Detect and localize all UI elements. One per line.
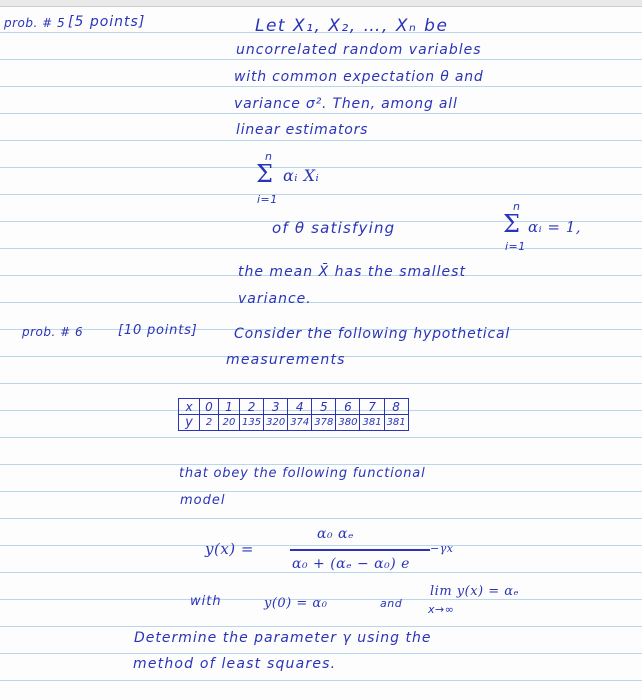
constraint-text: of θ satisfying [272,219,396,237]
prob5-line4: variance σ². Then, among all [234,96,458,112]
table-cell-y: 380 [336,415,360,431]
sum-sigma: Σ [256,160,274,188]
constraint-expression: αᵢ = 1, [528,218,582,236]
table-cell-y: 378 [312,415,336,431]
table-row-x [179,399,409,415]
table-cell-x: 1 [219,399,240,415]
model-denominator: α₀ + (αₑ − α₀) e [292,556,410,572]
table-cell-y: 135 [240,415,264,431]
prob5-label: prob. # 5 [4,16,66,30]
table-header-x: x [179,399,200,415]
constraint-upper-limit: n [513,200,521,213]
prob6-line3: that obey the following functional [179,466,426,481]
prob6-line6: method of least squares. [133,656,337,672]
measurement-table [178,398,409,431]
page-top-bar [0,0,642,7]
table-cell-y: 374 [288,415,312,431]
table-cell-x: 8 [384,399,408,415]
prob5-line1: Let X₁, X₂, …, Xₙ be [255,16,449,36]
with-label: with [190,594,222,609]
prob5-line6: the mean X̄ has the smallest [238,264,466,280]
table-cell-x: 0 [200,399,219,415]
table-header-y: y [179,415,200,431]
table-cell-y: 320 [264,415,288,431]
table-cell-x: 3 [264,399,288,415]
prob5-points: [5 points] [68,14,146,30]
table-row-y [179,415,409,431]
table-cell-y: 381 [360,415,384,431]
model-fraction-bar [290,549,430,551]
model-numerator: α₀ αₑ [317,526,354,542]
table-cell-x: 4 [288,399,312,415]
prob6-line5: Determine the parameter γ using the [134,630,432,646]
table-cell-y: 2 [200,415,219,431]
table-cell-x: 2 [240,399,264,415]
prob6-label: prob. # 6 [22,325,84,339]
condition-limit: lim y(x) = αₑ [430,584,520,599]
condition-y0: y(0) = α₀ [264,596,328,611]
sum-upper-limit: n [265,150,273,163]
prob6-line1: Consider the following hypothetical [234,326,511,342]
prob5-line2: uncorrelated random variables [236,42,482,58]
and-label: and [380,597,403,610]
prob5-line7: variance. [238,291,312,307]
constraint-sigma: Σ [503,210,521,238]
table-cell-x: 5 [312,399,336,415]
table-cell-x: 6 [336,399,360,415]
model-lhs: y(x) = [205,540,254,558]
prob6-line4: model [180,493,226,508]
prob5-line5: linear estimators [236,122,369,138]
table-cell-x: 7 [360,399,384,415]
sum-expression: αᵢ Xᵢ [283,166,320,185]
prob6-line2: measurements [226,352,346,368]
sum-lower-limit: i=1 [257,193,278,206]
model-exponent: −γx [430,542,454,555]
table-cell-y: 20 [219,415,240,431]
prob6-points: [10 points] [118,323,198,338]
table-cell-y: 381 [384,415,408,431]
prob5-line3: with common expectation θ and [234,69,484,85]
constraint-lower-limit: i=1 [505,240,526,253]
condition-limit-sub: x→∞ [428,603,455,616]
